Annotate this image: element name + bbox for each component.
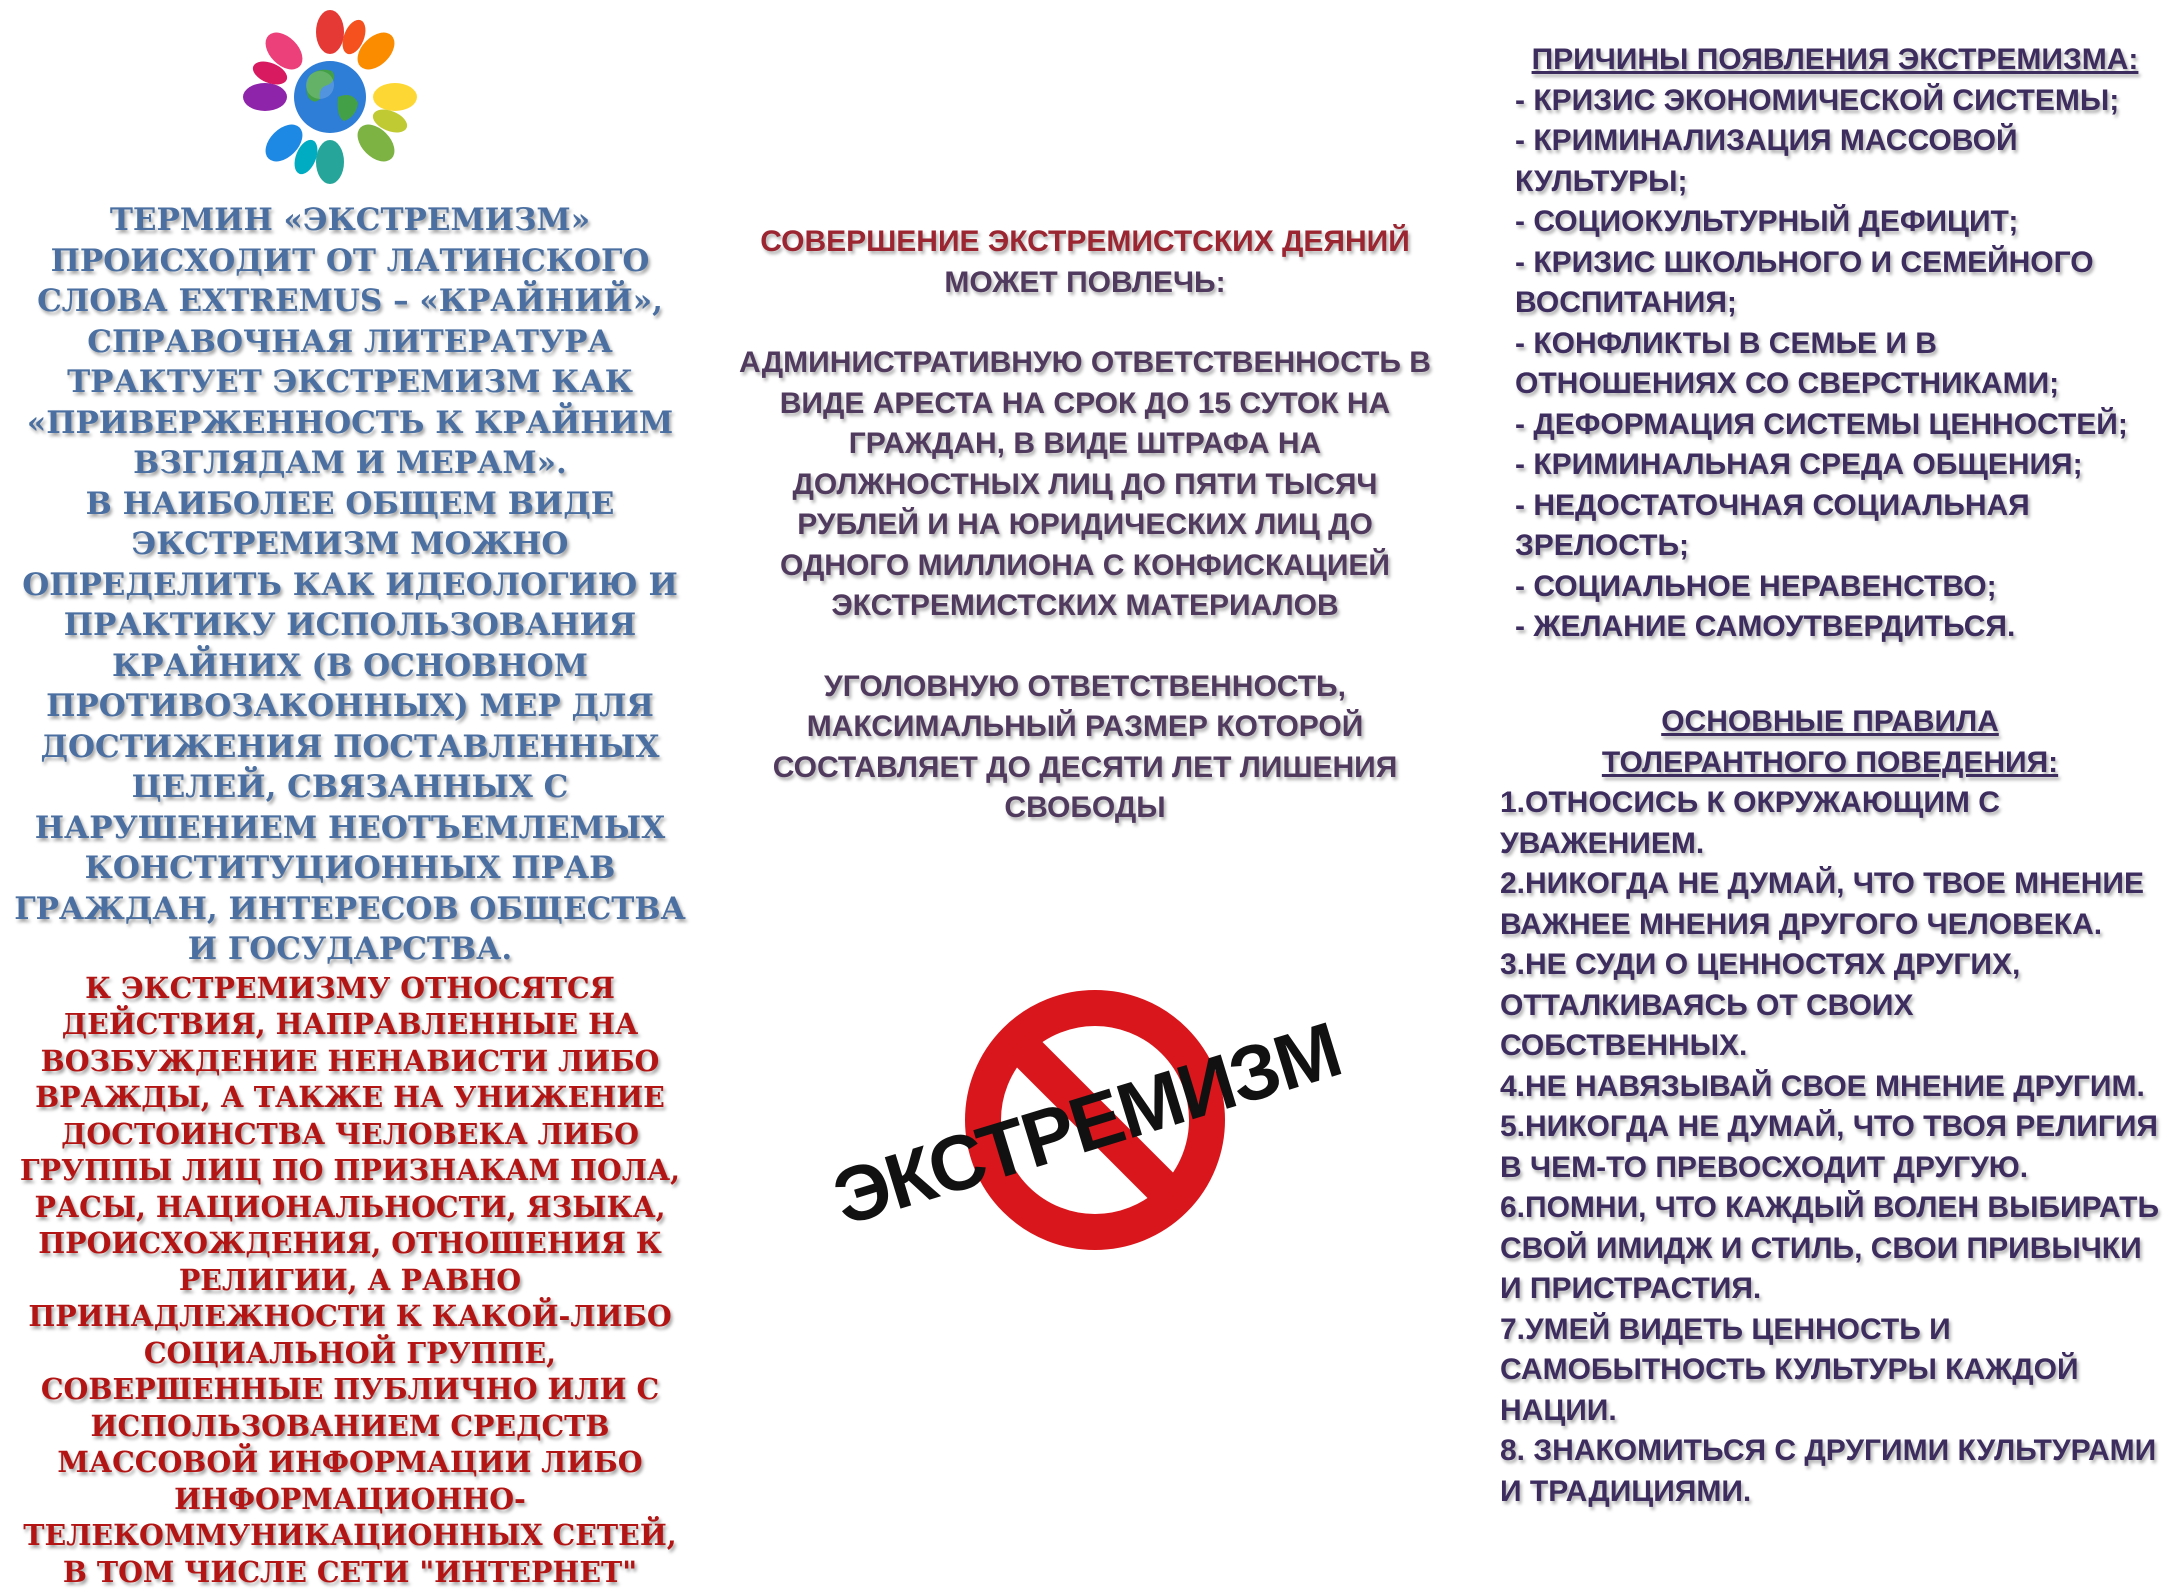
list-item: - КОНФЛИКТЫ В СЕМЬЕ И В ОТНОШЕНИЯХ СО СВЕРСТНИКАМИ; (1515, 324, 2155, 405)
globe-hands-logo (235, 5, 425, 190)
list-item: - ЖЕЛАНИЕ САМОУТВЕРДИТЬСЯ. (1515, 607, 2155, 648)
left-column (10, 200, 690, 1590)
stop-extremism-sign (860, 985, 1320, 1255)
causes-section (1515, 40, 2155, 648)
list-item: 1.ОТНОСИСЬ К ОКРУЖАЮЩИМ С УВАЖЕНИЕМ. (1500, 783, 2160, 864)
list-item: - СОЦИОКУЛЬТУРНЫЙ ДЕФИЦИТ; (1515, 202, 2155, 243)
list-item: 6.ПОМНИ, ЧТО КАЖДЫЙ ВОЛЕН ВЫБИРАТЬ СВОЙ ИМИДЖ И СТИЛЬ, СВОИ ПРИВЫЧКИ И ПРИСТРАСТИЯ. (1500, 1188, 2160, 1310)
list-item: 8. ЗНАКОМИТЬСЯ С ДРУГИМИ КУЛЬТУРАМИ И ТРАДИЦИЯМИ. (1500, 1431, 2160, 1512)
rules-section (1500, 702, 2160, 1512)
list-item: - КРИМИНАЛИЗАЦИЯ МАССОВОЙ КУЛЬТУРЫ; (1515, 121, 2155, 202)
list-item: 4.НЕ НАВЯЗЫВАЙ СВОЕ МНЕНИЕ ДРУГИМ. (1500, 1067, 2160, 1108)
list-item: - НЕДОСТАТОЧНАЯ СОЦИАЛЬНАЯ ЗРЕЛОСТЬ; (1515, 486, 2155, 567)
list-item: 2.НИКОГДА НЕ ДУМАЙ, ЧТО ТВОЕ МНЕНИЕ ВАЖНЕЕ МНЕНИЯ ДРУГОГО ЧЕЛОВЕКА. (1500, 864, 2160, 945)
globe-icon (294, 61, 366, 133)
list-item: - КРИЗИС ШКОЛЬНОГО И СЕМЕЙНОГО ВОСПИТАНИЯ; (1515, 243, 2155, 324)
actions-paragraph: К ЭКСТРЕМИЗМУ ОТНОСЯТСЯ ДЕЙСТВИЯ, НАПРАВЛЕННЫЕ НА ВОЗБУЖДЕНИЕ НЕНАВИСТИ ЛИБО ВРАЖДЫ, А ТАКЖЕ НА УНИЖЕНИЕ ДОСТОИНСТВА ЧЕЛОВЕКА ЛИБО ГРУППЫ ЛИЦ ПО ПРИЗНАКАМ ПОЛА, РАСЫ, НАЦИОНАЛЬНОСТИ, ЯЗЫКА, ПРОИСХОЖДЕНИЯ, ОТНОШЕНИЯ К РЕЛИГИИ, А РАВНО ПРИНАДЛЕЖНОСТИ К КАКОЙ-ЛИБО СОЦИАЛЬНОЙ ГРУППЕ, СОВЕРШЕННЫЕ ПУБЛИЧНО ИЛИ С ИСПОЛЬЗОВАНИЕМ СРЕДСТВ МАССОВОЙ ИНФОРМАЦИИ ЛИБО ИНФОРМАЦИОННО-ТЕЛЕКОММУНИКАЦИОННЫХ СЕТЕЙ, В ТОМ ЧИСЛЕ СЕТИ "ИНТЕРНЕТ" (10, 970, 690, 1590)
list-item: 5.НИКОГДА НЕ ДУМАЙ, ЧТО ТВОЯ РЕЛИГИЯ В ЧЕМ-ТО ПРЕВОСХОДИТ ДРУГУЮ. (1500, 1107, 2160, 1188)
term-paragraph: ТЕРМИН «ЭКСТРЕМИЗМ» ПРОИСХОДИТ ОТ ЛАТИНСКОГО СЛОВА EXTREMUS – «КРАЙНИЙ», СПРАВОЧНАЯ ЛИТЕРАТУРА ТРАКТУЕТ ЭКСТРЕМИЗМ КАК «ПРИВЕРЖЕННОСТЬ К КРАЙНИМ ВЗГЛЯДАМ И МЕРАМ». (10, 200, 690, 484)
middle-column (735, 222, 1435, 829)
causes-list (1515, 81, 2155, 648)
list-item: - КРИМИНАЛЬНАЯ СРЕДА ОБЩЕНИЯ; (1515, 445, 2155, 486)
general-paragraph: В НАИБОЛЕЕ ОБЩЕМ ВИДЕ ЭКСТРЕМИЗМ МОЖНО ОПРЕДЕЛИТЬ КАК ИДЕОЛОГИЮ И ПРАКТИКУ ИСПОЛЬЗОВАНИЯ КРАЙНИХ (В ОСНОВНОМ ПРОТИВОЗАКОННЫХ) МЕР ДЛЯ ДОСТИЖЕНИЯ ПОСТАВЛЕННЫХ ЦЕЛЕЙ, СВЯЗАННЫХ С НАРУШЕНИЕМ НЕОТЪЕМЛЕМЫХ КОНСТИТУЦИОННЫХ ПРАВ ГРАЖДАН, ИНТЕРЕСОВ ОБЩЕСТВА И ГОСУДАРСТВА. (10, 484, 690, 970)
criminal-responsibility-paragraph: УГОЛОВНУЮ ОТВЕТСТВЕННОСТЬ, МАКСИМАЛЬНЫЙ РАЗМЕР КОТОРОЙ СОСТАВЛЯЕТ ДО ДЕСЯТИ ЛЕТ ЛИШЕНИЯ СВОБОДЫ (735, 667, 1435, 829)
admin-responsibility-paragraph: АДМИНИСТРАТИВНУЮ ОТВЕТСТВЕННОСТЬ В ВИДЕ АРЕСТА НА СРОК ДО 15 СУТОК НА ГРАЖДАН, В ВИДЕ ШТРАФА НА ДОЛЖНОСТНЫХ ЛИЦ ДО ПЯТИ ТЫСЯЧ РУБЛЕЙ И НА ЮРИДИЧЕСКИХ ЛИЦ ДО ОДНОГО МИЛЛИОНА С КОНФИСКАЦИЕЙ ЭКСТРЕМИСТСКИХ МАТЕРИАЛОВ (735, 343, 1435, 627)
list-item: - КРИЗИС ЭКОНОМИЧЕСКОЙ СИСТЕМЫ; (1515, 81, 2155, 122)
rules-list (1500, 783, 2160, 1512)
stop-sign-text: ЭКСТРЕМИЗМ (824, 1005, 1350, 1242)
consequences-subtitle: МОЖЕТ ПОВЛЕЧЬ: (735, 263, 1435, 304)
consequences-title: СОВЕРШЕНИЕ ЭКСТРЕМИСТСКИХ ДЕЯНИЙ (735, 222, 1435, 263)
rules-heading: ОСНОВНЫЕ ПРАВИЛА ТОЛЕРАНТНОГО ПОВЕДЕНИЯ: (1500, 702, 2160, 783)
list-item: - ДЕФОРМАЦИЯ СИСТЕМЫ ЦЕННОСТЕЙ; (1515, 405, 2155, 446)
list-item: - СОЦИАЛЬНОЕ НЕРАВЕНСТВО; (1515, 567, 2155, 608)
list-item: 7.УМЕЙ ВИДЕТЬ ЦЕННОСТЬ И САМОБЫТНОСТЬ КУЛЬТУРЫ КАЖДОЙ НАЦИИ. (1500, 1310, 2160, 1432)
causes-heading: ПРИЧИНЫ ПОЯВЛЕНИЯ ЭКСТРЕМИЗМА: (1515, 40, 2155, 81)
list-item: 3.НЕ СУДИ О ЦЕННОСТЯХ ДРУГИХ, ОТТАЛКИВАЯСЬ ОТ СВОИХ СОБСТВЕННЫХ. (1500, 945, 2160, 1067)
